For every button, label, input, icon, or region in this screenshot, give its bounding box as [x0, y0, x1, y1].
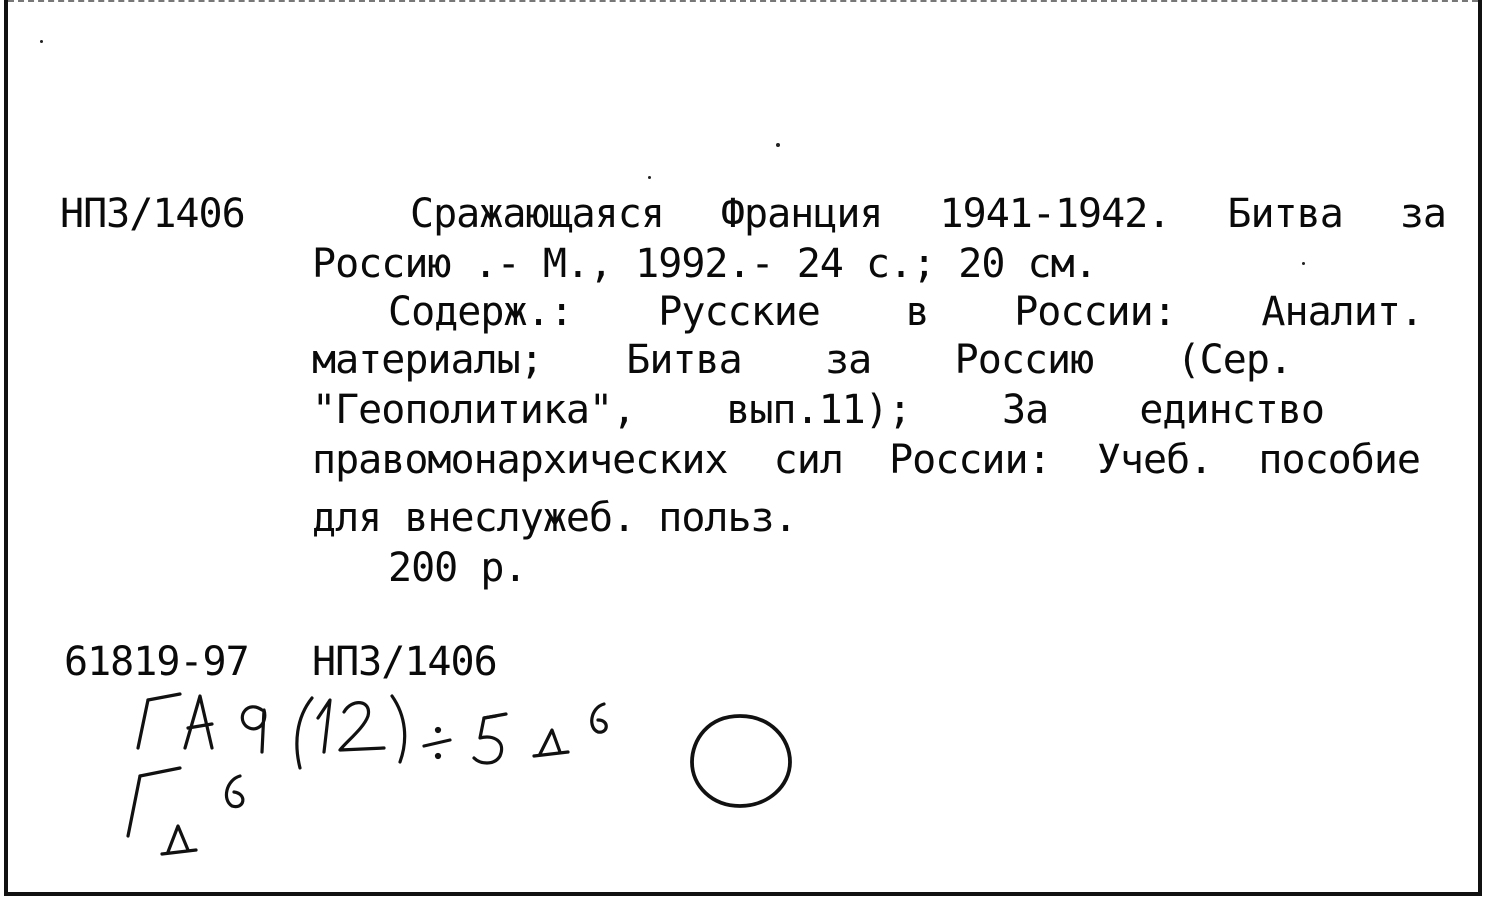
description-line-2: Россию .- М., 1992.- 24 с.; 20 см.: [312, 241, 1097, 287]
description-line-3: Содерж.: Русские в России: Аналит.: [388, 289, 1423, 335]
description-line-4: материалы; Битва за Россию (Сер.: [312, 337, 1292, 383]
speck: [40, 40, 43, 43]
speck: [648, 176, 651, 179]
shelfmark: НПЗ/1406: [60, 191, 245, 237]
speck: [776, 143, 780, 147]
speck: [1302, 262, 1305, 265]
description-line-5: "Геополитика", вып.11); За единство: [312, 387, 1324, 433]
description-line-7: для внеслужеб. польз.: [312, 495, 797, 541]
price: 200 р.: [388, 545, 527, 591]
card-top-edge: [8, 0, 1478, 2]
inventory-shelfmark: НПЗ/1406: [312, 639, 497, 685]
description-line-1: Сражающаяся Франция 1941-1942. Битва за: [410, 191, 1446, 237]
inventory-number: 61819-97: [64, 639, 249, 685]
description-line-6: правомонархических сил России: Учеб. пособие: [312, 437, 1420, 483]
